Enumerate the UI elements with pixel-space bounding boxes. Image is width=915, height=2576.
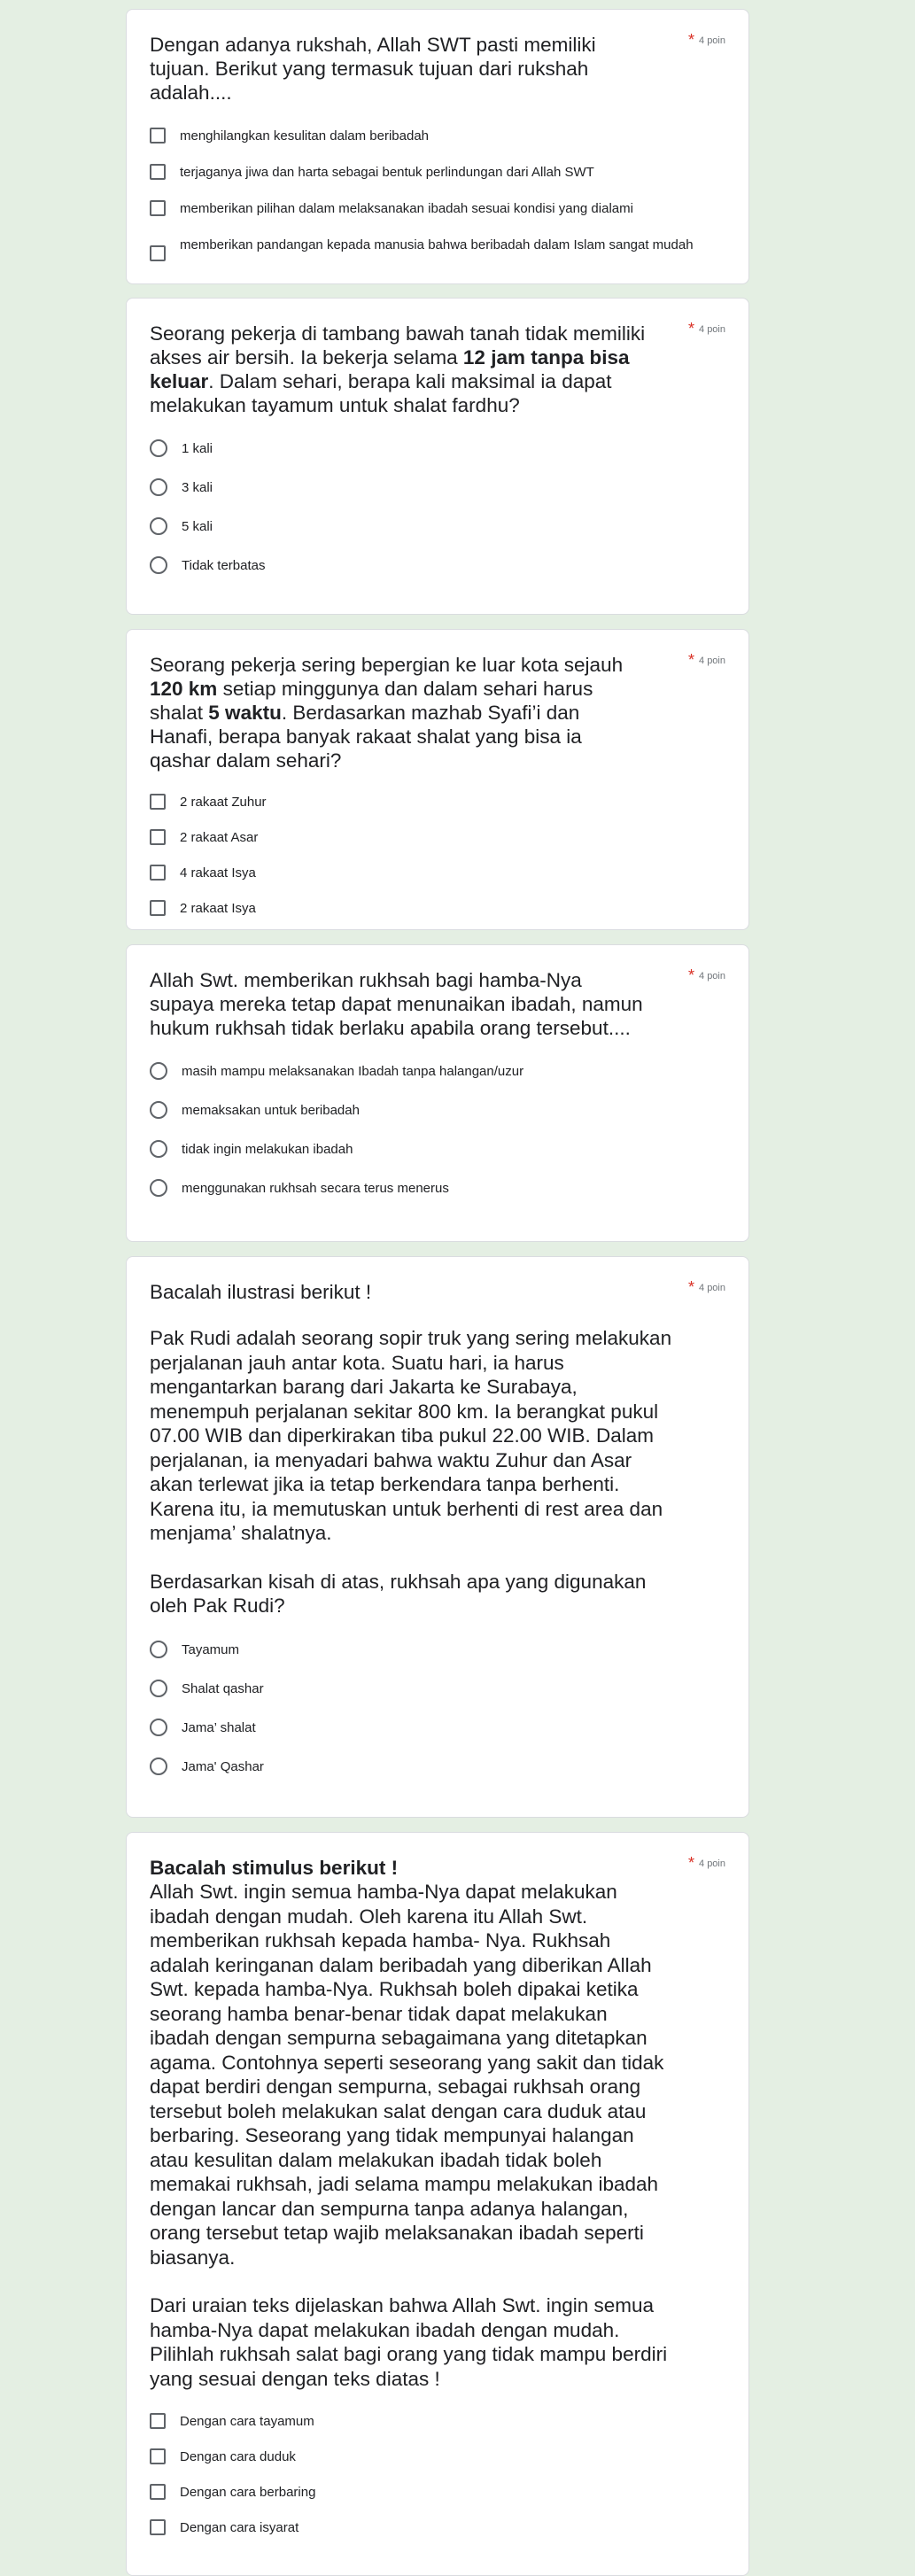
option-radio[interactable]: Tidak terbatas — [150, 557, 725, 574]
question-card-4 — [126, 944, 749, 1242]
checkbox[interactable] — [150, 829, 166, 845]
illustration-text: Pak Rudi adalah seorang sopir truk yang sering melakukan perjalanan jauh antar kota. Suatu hari, ia harus mengantarkan barang dari Jakarta ke Surabaya, menempuh perjalanan sekitar 800 km. Ia berangkat pukul 07.00 WIB dan diperkirakan tiba pukul 22.00 WIB. Dalam perjalanan, ia menyadari bahwa waktu Zuhur dan Asar akan terlewat jika ia tetap berkendara tanpa berhenti. Karena itu, ia memutuskan untuk berhenti di rest area dan menjama’ shalatnya. — [150, 1327, 672, 1544]
option-radio[interactable]: Jama’ shalat — [150, 1719, 725, 1736]
radio-button[interactable] — [150, 1680, 167, 1697]
checkbox[interactable] — [150, 865, 166, 881]
checkbox[interactable] — [150, 2484, 166, 2500]
question-header — [150, 653, 725, 772]
question-text: Seorang pekerja sering bepergian ke luar kota sejauh 120 km setiap minggunya dan dalam sehari harus shalat 5 waktu. Berdasarkan mazhab Syafi’i dan Hanafi, berapa banyak rakaat shalat yang bisa ia qashar dalam sehari? — [150, 654, 629, 772]
option-checkbox[interactable]: memberikan pandangan kepada manusia bahwa beribadah dalam Islam sangat mudah — [150, 237, 725, 261]
radio-button[interactable] — [150, 1101, 167, 1119]
checkbox[interactable] — [150, 2448, 166, 2464]
required-asterisk: * — [688, 966, 695, 984]
checkbox[interactable] — [150, 900, 166, 916]
points-label: * 4 poin — [688, 320, 725, 338]
question-card-6 — [126, 1832, 749, 2576]
option-radio[interactable]: menggunakan rukhsah secara terus menerus — [150, 1180, 725, 1197]
option-checkbox[interactable]: 2 rakaat Isya — [150, 900, 725, 917]
option-checkbox[interactable]: 4 rakaat Isya — [150, 865, 725, 881]
option-radio[interactable]: 3 kali — [150, 479, 725, 496]
checkbox[interactable] — [150, 128, 166, 144]
radio-button[interactable] — [150, 1140, 167, 1158]
checkbox[interactable] — [150, 164, 166, 180]
question-header — [150, 1280, 725, 1304]
options-list — [150, 2413, 725, 2536]
option-radio[interactable]: masih mampu melaksanakan Ibadah tanpa halangan/uzur — [150, 1063, 725, 1080]
question-text: Dengan adanya rukshah, Allah SWT pasti memiliki tujuan. Berikut yang termasuk tujuan dari rukshah adalah.... — [150, 34, 601, 104]
points-label: * 4 poin — [688, 651, 725, 669]
options-list — [150, 1063, 725, 1197]
question-title: Bacalah stimulus berikut ! — [150, 1857, 399, 1879]
question-card-5 — [126, 1256, 749, 1818]
radio-button[interactable] — [150, 1179, 167, 1197]
option-radio[interactable]: Jama' Qashar — [150, 1758, 725, 1775]
stimulus-text: Allah Swt. ingin semua hamba-Nya dapat melakukan ibadah dengan mudah. Oleh karena itu Allah Swt. memberikan rukhsah kepada hamba- Nya. Rukhsah adalah keringanan dalam beribadah yang diberikan Allah Swt. kepada hamba-Nya. Rukhsah boleh dipakai ketika seorang hamba benar-benar tidak dapat melakukan ibadah dengan sempurna sebagaimana yang ditetapkan agama. Contohnya seperti seseorang yang sakit dan tidak dapat berdiri dengan sempurna, sebagai rukhsah orang tersebut boleh melakukan salat dengan cara duduk atau berbaring. Seseorang yang tidak mempunyai halangan atau kesulitan dalam melakukan ibadah tidak boleh memakai rukhsah, jadi selama mampu melakukan ibadah dengan lancar dan sempurna tanpa adanya halangan, orang tersebut tetap wajib melaksanakan ibadah seperti biasanya. — [150, 1881, 664, 2269]
question-header — [150, 33, 725, 105]
question-header — [150, 968, 725, 1040]
radio-button[interactable] — [150, 556, 167, 574]
required-asterisk: * — [688, 1278, 695, 1296]
option-checkbox[interactable]: Dengan cara duduk — [150, 2448, 725, 2465]
required-asterisk: * — [688, 320, 695, 338]
options-list — [150, 440, 725, 574]
question-card-3 — [126, 629, 749, 930]
option-checkbox[interactable]: 2 rakaat Zuhur — [150, 794, 725, 811]
radio-button[interactable] — [150, 439, 167, 457]
points-label: * 4 poin — [688, 1278, 725, 1296]
checkbox[interactable] — [150, 200, 166, 216]
points-label: * 4 poin — [688, 31, 725, 49]
option-radio[interactable]: 5 kali — [150, 518, 725, 535]
radio-button[interactable] — [150, 1062, 167, 1080]
checkbox[interactable] — [150, 794, 166, 810]
options-list — [150, 128, 725, 261]
required-asterisk: * — [688, 31, 695, 49]
option-checkbox[interactable]: terjaganya jiwa dan harta sebagai bentuk perlindungan dari Allah SWT — [150, 164, 725, 181]
options-list — [150, 1641, 725, 1775]
radio-button[interactable] — [150, 1641, 167, 1658]
option-radio[interactable]: Shalat qashar — [150, 1680, 725, 1697]
question-title: Bacalah ilustrasi berikut ! — [150, 1281, 372, 1303]
checkbox[interactable] — [150, 245, 166, 261]
question-header — [150, 322, 725, 417]
question-text: Berdasarkan kisah di atas, rukhsah apa yang digunakan oleh Pak Rudi? — [150, 1570, 647, 1617]
question-card-1 — [126, 9, 749, 284]
required-asterisk: * — [688, 651, 695, 669]
question-text: Allah Swt. memberikan rukhsah bagi hamba-Nya supaya mereka tetap dapat menunaikan ibadah, namun hukum rukhsah tidak berlaku apabila orang tersebut.... — [150, 969, 648, 1039]
option-radio[interactable]: 1 kali — [150, 440, 725, 457]
radio-button[interactable] — [150, 478, 167, 496]
option-radio[interactable]: Tayamum — [150, 1641, 725, 1658]
option-checkbox[interactable]: Dengan cara berbaring — [150, 2484, 725, 2501]
radio-button[interactable] — [150, 517, 167, 535]
option-radio[interactable]: memaksakan untuk beribadah — [150, 1102, 725, 1119]
option-checkbox[interactable]: Dengan cara isyarat — [150, 2519, 725, 2536]
checkbox[interactable] — [150, 2519, 166, 2535]
options-list — [150, 794, 725, 917]
required-asterisk: * — [688, 1854, 695, 1872]
radio-button[interactable] — [150, 1757, 167, 1775]
option-radio[interactable]: tidak ingin melakukan ibadah — [150, 1141, 725, 1158]
question-text: Seorang pekerja di tambang bawah tanah tidak memiliki akses air bersih. Ia bekerja selama 12 jam tanpa bisa keluar. Dalam sehari, berapa kali maksimal ia dapat melakukan tayamum untuk shalat fardhu? — [150, 322, 651, 416]
radio-button[interactable] — [150, 1719, 167, 1736]
points-label: * 4 poin — [688, 1854, 725, 1872]
question-card-2 — [126, 298, 749, 615]
option-checkbox[interactable]: Dengan cara tayamum — [150, 2413, 725, 2430]
question-header — [150, 1856, 725, 1880]
question-text: Dari uraian teks dijelaskan bahwa Allah Swt. ingin semua hamba-Nya dapat melakukan ibadah dengan mudah. Pilihlah rukhsah salat bagi orang yang tidak mampu berdiri yang sesuai dengan teks diatas ! — [150, 2294, 668, 2390]
points-label: * 4 poin — [688, 966, 725, 984]
option-checkbox[interactable]: 2 rakaat Asar — [150, 829, 725, 846]
option-checkbox[interactable]: menghilangkan kesulitan dalam beribadah — [150, 128, 725, 144]
option-checkbox[interactable]: memberikan pilihan dalam melaksanakan ibadah sesuai kondisi yang dialami — [150, 200, 725, 217]
checkbox[interactable] — [150, 2413, 166, 2429]
